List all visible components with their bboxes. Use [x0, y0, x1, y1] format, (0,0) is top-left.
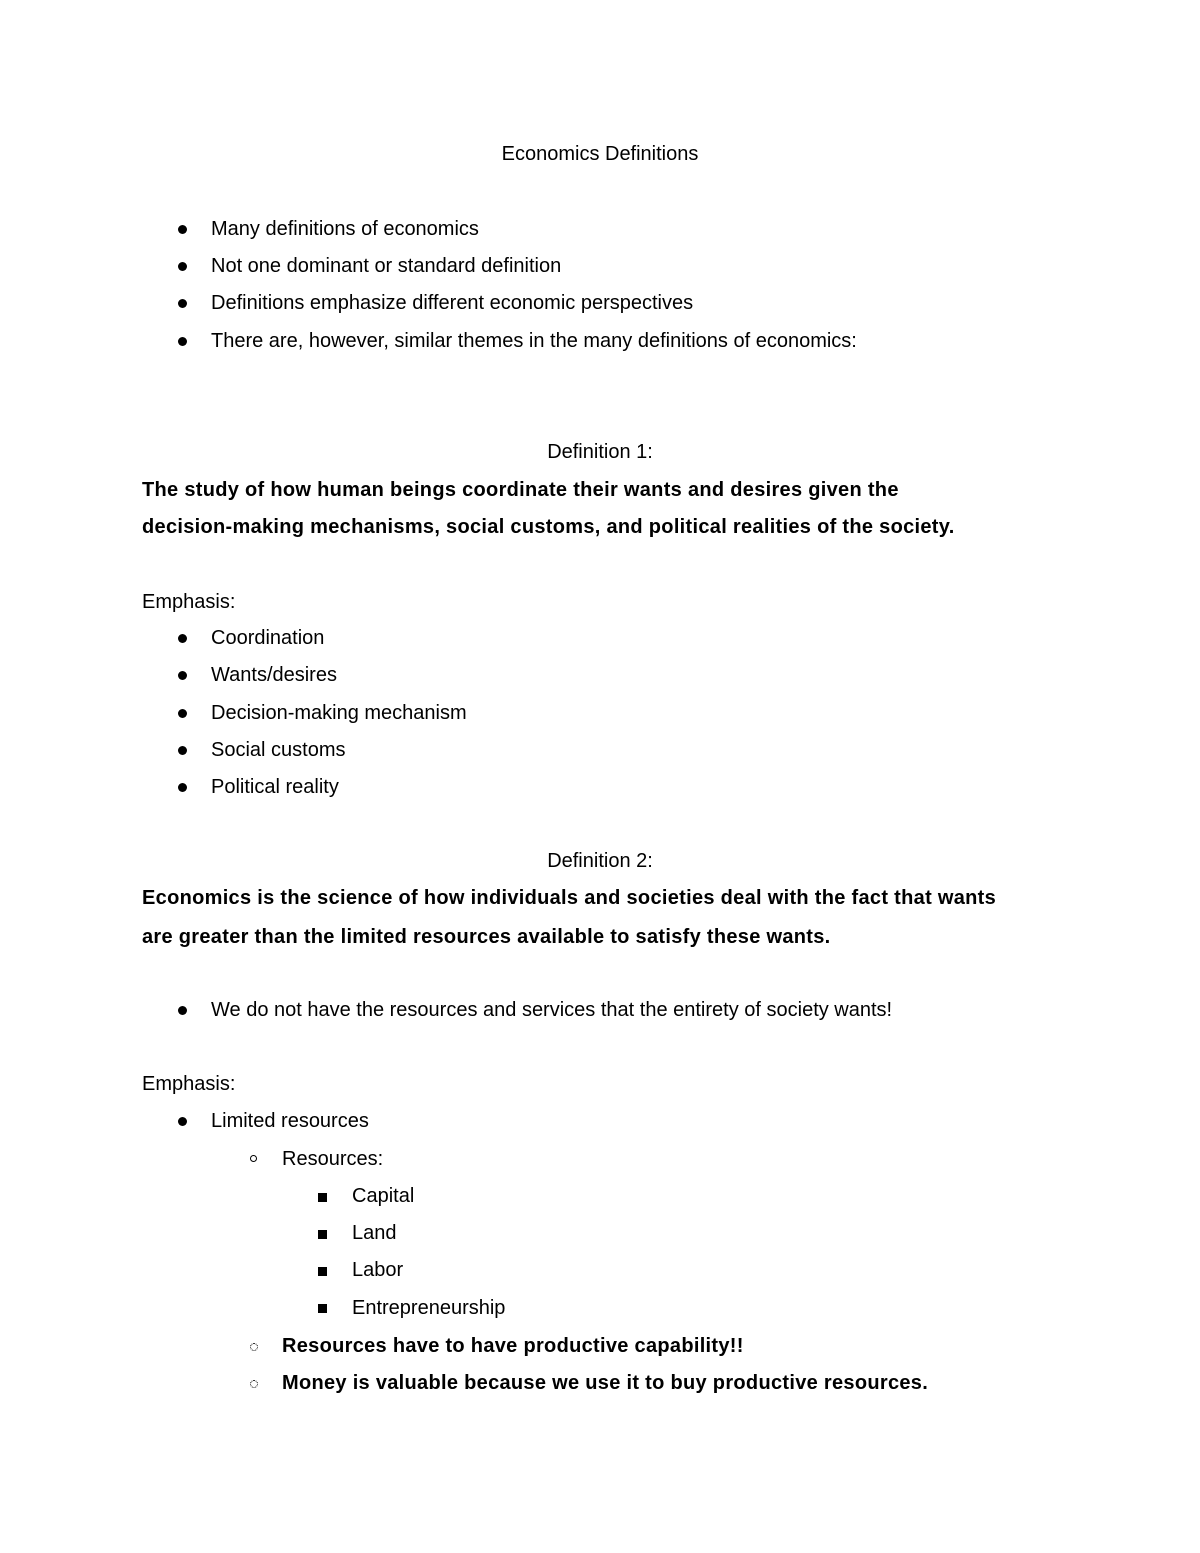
square-bullet-icon [318, 1267, 327, 1276]
bullet-icon [178, 262, 187, 271]
definition2-emphasis-label: Emphasis: [142, 1073, 236, 1095]
list-item: Definitions emphasize different economic perspectives [211, 292, 694, 314]
list-item: Wants/desires [211, 664, 337, 686]
list-item: Capital [352, 1185, 415, 1207]
bullet-icon [178, 1117, 187, 1126]
bullet-icon [178, 671, 187, 680]
bullet-icon [178, 634, 187, 643]
definition2-text-line1: Economics is the science of how individuals and societies deal with the fact that wants [142, 887, 997, 909]
list-item: Many definitions of economics [211, 218, 479, 240]
bullet-icon [178, 783, 187, 792]
list-item: Social customs [211, 739, 346, 761]
bullet-icon [178, 225, 187, 234]
definition1-text-line1: The study of how human beings coordinate their wants and desires given the [142, 479, 899, 501]
bullet-icon [178, 337, 187, 346]
list-item: Political reality [211, 776, 339, 798]
list-item: Coordination [211, 627, 325, 649]
list-item: We do not have the resources and services that the entirety of society wants! [211, 999, 893, 1021]
bullet-icon [178, 299, 187, 308]
definition2-heading: Definition 2: [547, 850, 653, 872]
bullet-icon [178, 1006, 187, 1015]
square-bullet-icon [318, 1193, 327, 1202]
list-item: Money is valuable because we use it to buy productive resources. [282, 1372, 929, 1394]
list-item: Land [352, 1222, 397, 1244]
bullet-icon [178, 746, 187, 755]
definition1-heading: Definition 1: [547, 441, 653, 463]
list-item: Labor [352, 1259, 404, 1281]
list-item: There are, however, similar themes in the many definitions of economics: [211, 330, 857, 352]
list-item: Not one dominant or standard definition [211, 255, 562, 277]
dotted-bullet-icon [250, 1380, 258, 1388]
list-item: Limited resources [211, 1110, 369, 1132]
list-item: Entrepreneurship [352, 1297, 506, 1319]
hollow-bullet-icon [250, 1155, 257, 1162]
definition2-text-line2: are greater than the limited resources available to satisfy these wants. [142, 926, 831, 948]
page-title: Economics Definitions [501, 143, 699, 165]
square-bullet-icon [318, 1304, 327, 1313]
list-item: Decision-making mechanism [211, 702, 467, 724]
definition1-emphasis-label: Emphasis: [142, 591, 236, 613]
square-bullet-icon [318, 1230, 327, 1239]
definition1-text-line2: decision-making mechanisms, social customs, and political realities of the society. [142, 516, 955, 538]
bullet-icon [178, 709, 187, 718]
list-item: Resources have to have productive capability!! [282, 1335, 744, 1357]
dotted-bullet-icon [250, 1343, 258, 1351]
list-item: Resources: [282, 1148, 384, 1170]
